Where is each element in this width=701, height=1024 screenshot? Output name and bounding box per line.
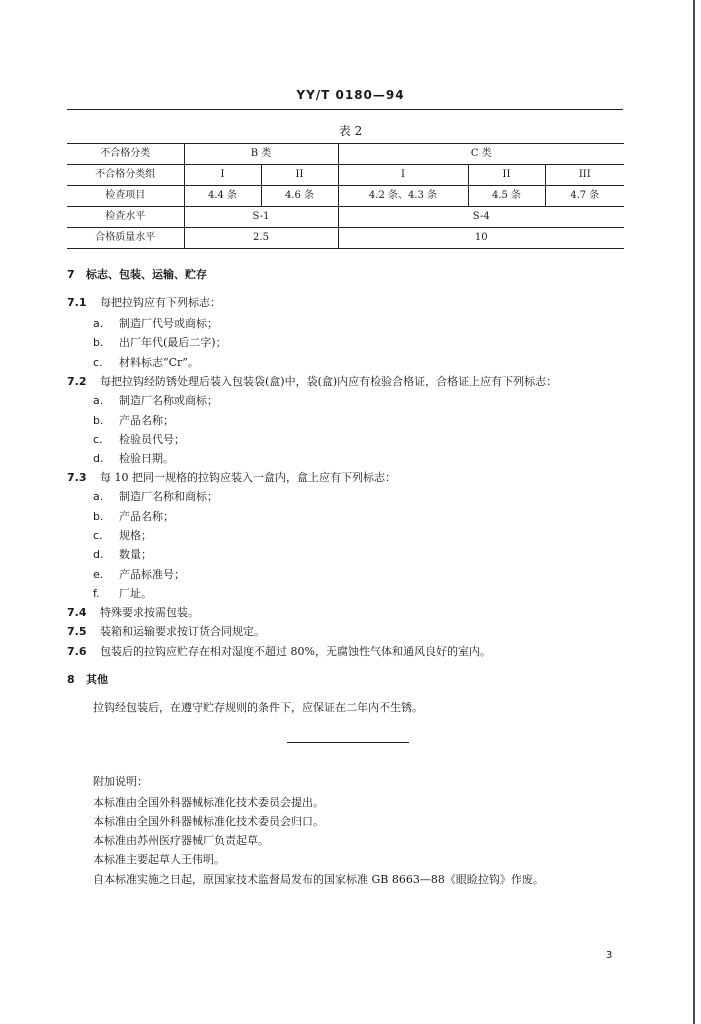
- row-label: 合格质量水平: [67, 228, 184, 249]
- clause-number: 7.2: [67, 375, 87, 388]
- row-label: 检查项目: [67, 186, 184, 207]
- clause-text: 特殊要求按需包装。: [100, 606, 199, 619]
- row-label: 不合格分类: [67, 144, 184, 165]
- section-number: 7: [67, 268, 75, 281]
- clause-number: 7.5: [67, 625, 87, 638]
- list-item: 检验日期。: [119, 452, 174, 465]
- row-label: 检查水平: [67, 207, 184, 228]
- table-cell: I: [338, 165, 468, 186]
- list-marker: f.: [93, 587, 100, 600]
- document-code: YY/T 0180—94: [296, 88, 405, 102]
- header-rule: [67, 109, 623, 110]
- table-cell: I: [184, 165, 261, 186]
- table-cell: 4.4 条: [184, 186, 261, 207]
- section-number: 8: [67, 673, 75, 686]
- note-line: 自本标准实施之日起，原国家技术监督局发布的国家标准 GB 8663—88《眼睑拉钩》作废。: [93, 873, 544, 886]
- note-line: 本标准主要起草人王伟明。: [93, 853, 225, 866]
- notes-heading: 附加说明：: [93, 775, 148, 788]
- list-marker: e.: [93, 568, 104, 581]
- clause-number: 7.3: [67, 471, 87, 484]
- page-number: 3: [606, 950, 613, 961]
- table-cell: 4.2 条、4.3 条: [338, 186, 468, 207]
- section-title: 标志、包装、运输、贮存: [86, 268, 207, 281]
- list-item: 厂址。: [119, 587, 152, 600]
- list-marker: a.: [93, 394, 104, 407]
- class-b-header: B 类: [184, 144, 338, 165]
- list-marker: c.: [93, 356, 103, 369]
- list-item: 产品标准号；: [119, 568, 185, 581]
- list-marker: a.: [93, 490, 104, 503]
- note-line: 本标准由苏州医疗器械厂负责起草。: [93, 834, 269, 847]
- list-marker: b.: [93, 414, 104, 427]
- list-item: 制造厂名称或商标；: [119, 394, 218, 407]
- table-row: [67, 207, 624, 228]
- list-item: 材料标志“Cr”。: [119, 356, 199, 369]
- list-item: 产品名称；: [119, 510, 174, 523]
- clause-text: 装箱和运输要求按订货合同规定。: [100, 625, 265, 638]
- list-marker: b.: [93, 510, 104, 523]
- table-cell: S-4: [338, 207, 624, 228]
- class-c-header: C 类: [338, 144, 624, 165]
- table-title: 表 2: [338, 124, 363, 138]
- note-line: 本标准由全国外科器械标准化技术委员会提出。: [93, 796, 324, 809]
- table-cell: 4.5 条: [468, 186, 545, 207]
- list-marker: b.: [93, 336, 104, 349]
- clause-text: 包装后的拉钩应贮存在相对湿度不超过 80%，无腐蚀性气体和通风良好的室内。: [100, 645, 491, 658]
- clause-text: 每把拉钩应有下列标志：: [100, 296, 221, 309]
- table-cell: II: [261, 165, 338, 186]
- list-marker: c.: [93, 433, 103, 446]
- clause-text: 每把拉钩经防锈处理后装入包装袋(盒)中，袋(盒)内应有检验合格证，合格证上应有下列标志：: [100, 375, 558, 388]
- list-item: 规格；: [119, 529, 152, 542]
- table-row: [67, 144, 624, 165]
- end-separator: [287, 742, 409, 743]
- list-item: 制造厂名称和商标；: [119, 490, 218, 503]
- table-cell: 4.6 条: [261, 186, 338, 207]
- table-cell: III: [545, 165, 624, 186]
- list-marker: d.: [93, 548, 104, 561]
- list-marker: c.: [93, 529, 103, 542]
- clause-number: 7.4: [67, 606, 87, 619]
- table-cell: 10: [338, 228, 624, 249]
- table-cell: S-1: [184, 207, 338, 228]
- section-title: 其他: [86, 673, 108, 686]
- list-item: 产品名称；: [119, 414, 174, 427]
- list-item: 制造厂代号或商标；: [119, 317, 218, 330]
- clause-text: 每 10 把同一规格的拉钩应装入一盒内，盒上应有下列标志：: [100, 471, 396, 484]
- clause-number: 7.6: [67, 645, 87, 658]
- classification-table: [67, 143, 624, 249]
- list-item: 数量；: [119, 548, 152, 561]
- scan-edge-line: [693, 0, 695, 1024]
- clause-number: 7.1: [67, 296, 87, 309]
- section-body: 拉钩经包装后，在遵守贮存规则的条件下，应保证在二年内不生锈。: [93, 701, 423, 714]
- row-label: 不合格分类组: [67, 165, 184, 186]
- table-row: [67, 165, 624, 186]
- list-marker: a.: [93, 317, 104, 330]
- list-marker: d.: [93, 452, 104, 465]
- note-line: 本标准由全国外科器械标准化技术委员会归口。: [93, 815, 324, 828]
- table-cell: 4.7 条: [545, 186, 624, 207]
- table-row: [67, 186, 624, 207]
- table-cell: II: [468, 165, 545, 186]
- list-item: 检验员代号；: [119, 433, 185, 446]
- table-cell: 2.5: [184, 228, 338, 249]
- list-item: 出厂年代(最后二字)；: [119, 336, 227, 349]
- table-row: [67, 228, 624, 249]
